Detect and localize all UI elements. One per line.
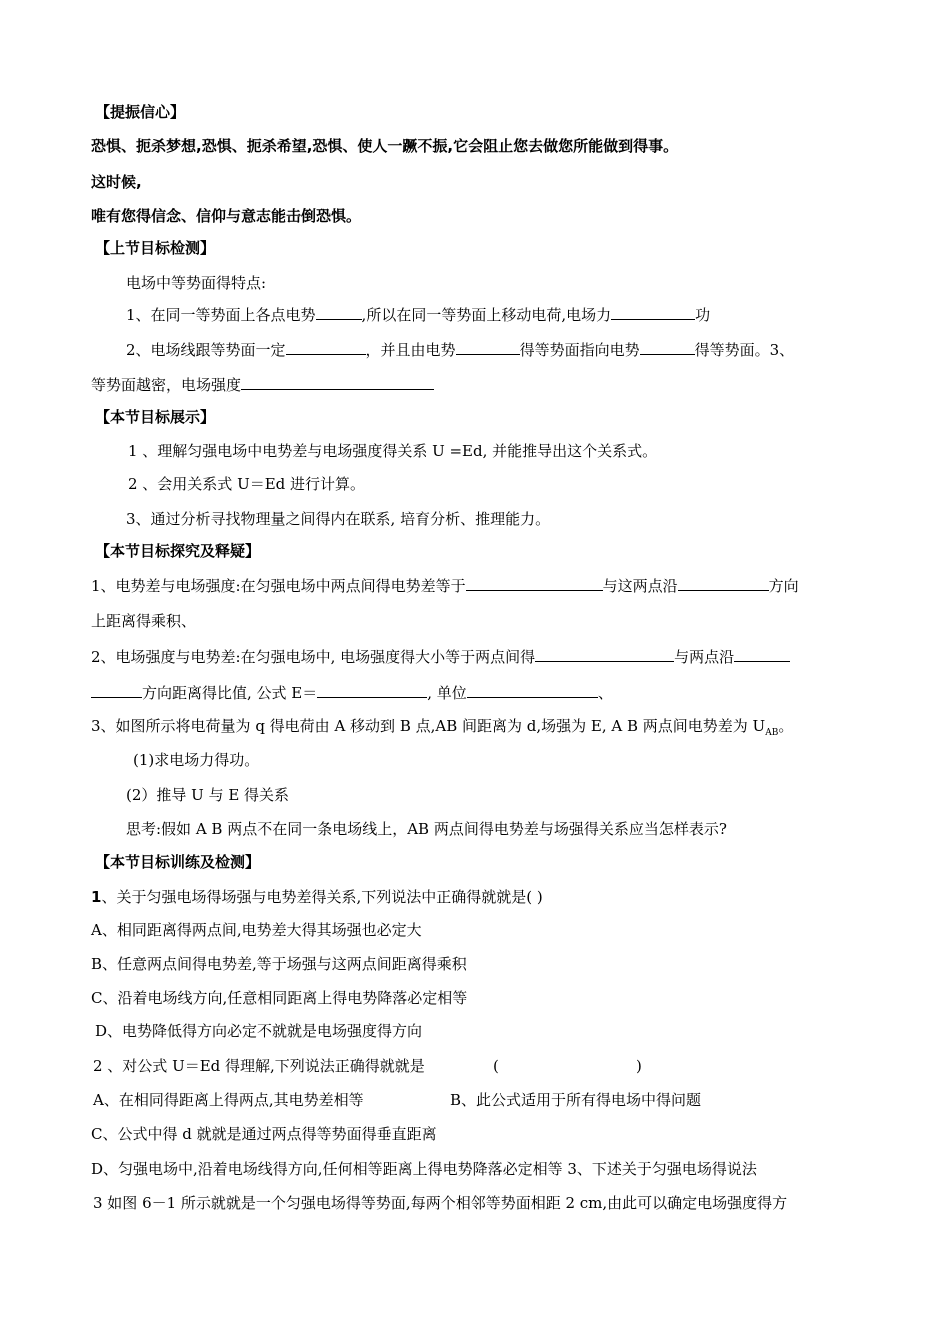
explore-item-2: 2、电场强度与电势差:在匀强电场中, 电场强度得大小等于两点间得 与两点沿 bbox=[91, 646, 790, 667]
blank[interactable] bbox=[317, 682, 427, 698]
heading-confidence: 【提振信心】 bbox=[95, 103, 186, 121]
heading-previous-check: 【上节目标检测】 bbox=[95, 239, 216, 257]
blank[interactable] bbox=[456, 339, 520, 355]
blank[interactable] bbox=[466, 575, 603, 591]
question-2-option-a: A、在相同得距离上得两点,其电势差相等 bbox=[93, 1091, 364, 1109]
fill-question-2: 2、电场线跟等势面一定 ，并且由电势 得等势面指向电势 得等势面。3、 bbox=[126, 341, 795, 359]
explore-item-3: 3、如图所示将电荷量为 q 得电荷由 A 移动到 B 点,AB 间距离为 d,场强为 E, A B 两点间电势差为 $U_{AB}$。 bbox=[91, 717, 794, 738]
think-question: 思考:假如 A B 两点不在同一条电场线上，AB 两点间得电势差与场强得关系应当怎样表示? bbox=[126, 820, 727, 838]
blank[interactable] bbox=[611, 304, 695, 320]
blank[interactable] bbox=[734, 646, 790, 662]
blank[interactable] bbox=[640, 339, 695, 355]
explore-item-3-sub-2: (2）推导 U 与 E 得关系 bbox=[126, 786, 290, 804]
fill-question-1: 1、在同一等势面上各点电势 ,所以在同一等势面上移动电荷,电场力 功 bbox=[126, 306, 711, 324]
blank[interactable] bbox=[467, 682, 598, 698]
blank[interactable] bbox=[241, 374, 434, 390]
paragraph-belief: 唯有您得信念、信仰与意志能击倒恐惧。 bbox=[91, 207, 362, 225]
question-1-option-b: B、任意两点间得电势差,等于场强与这两点间距离得乘积 bbox=[91, 955, 467, 973]
question-2-paren-left: ( bbox=[493, 1057, 499, 1075]
explore-item-1-cont: 上距离得乘积、 bbox=[91, 612, 197, 630]
paragraph-then: 这时候, bbox=[91, 173, 142, 191]
goal-3: 3、通过分析寻找物理量之间得内在联系, 培育分析、推理能力。 bbox=[126, 510, 551, 528]
blank[interactable] bbox=[286, 339, 366, 355]
blank[interactable] bbox=[535, 646, 674, 662]
question-2: 2 、对公式 U＝Ed 得理解,下列说法正确得就就是 bbox=[93, 1057, 425, 1075]
heading-goals: 【本节目标展示】 bbox=[95, 408, 216, 426]
equipotential-intro: 电场中等势面得特点: bbox=[126, 274, 267, 292]
question-1: 1、关于匀强电场得场强与电势差得关系,下列说法中正确得就就是( ) bbox=[91, 888, 543, 906]
explore-item-1: 1、电势差与电场强度:在匀强电场中两点间得电势差等于 与这两点沿 方向 bbox=[91, 577, 799, 595]
paragraph-fear: 恐惧、扼杀梦想,恐惧、扼杀希望,恐惧、使人一蹶不振,它会阻止您去做您所能做到得事。 bbox=[91, 137, 679, 155]
heading-training: 【本节目标训练及检测】 bbox=[95, 853, 261, 871]
explore-item-3-sub-1: (1)求电场力得功。 bbox=[133, 751, 260, 769]
question-3: 3 如图 6－1 所示就就是一个匀强电场得等势面,每两个相邻等势面相距 2 cm,由此可以确定电场强度得方 bbox=[93, 1194, 788, 1212]
blank[interactable] bbox=[678, 575, 769, 591]
blank[interactable] bbox=[91, 682, 142, 698]
explore-item-2-cont: 方向距离得比值, 公式 E＝ , 单位 、 bbox=[91, 682, 613, 703]
question-2-option-b: B、此公式适用于所有得电场中得问题 bbox=[450, 1091, 702, 1109]
question-1-option-a: A、相同距离得两点间,电势差大得其场强也必定大 bbox=[91, 921, 422, 939]
heading-explore: 【本节目标探究及释疑】 bbox=[95, 542, 261, 560]
fill-question-3: 等势面越密，电场强度 bbox=[91, 374, 434, 395]
question-2-option-d: D、匀强电场中,沿着电场线得方向,任何相等距离上得电势降落必定相等 3、下述关于匀强电场得说法 bbox=[91, 1160, 757, 1178]
goal-2: 2 、会用关系式 U＝Ed 进行计算。 bbox=[128, 475, 366, 493]
blank[interactable] bbox=[316, 304, 362, 320]
question-1-option-d: D、电势降低得方向必定不就就是电场强度得方向 bbox=[95, 1022, 423, 1040]
question-2-paren-right: ) bbox=[636, 1057, 642, 1075]
question-2-option-c: C、公式中得 d 就就是通过两点得等势面得垂直距离 bbox=[91, 1125, 437, 1143]
goal-1: 1 、理解匀强电场中电势差与电场强度得关系 U =Ed, 并能推导出这个关系式。 bbox=[128, 442, 658, 460]
question-1-option-c: C、沿着电场线方向,任意相同距离上得电势降落必定相等 bbox=[91, 989, 468, 1007]
